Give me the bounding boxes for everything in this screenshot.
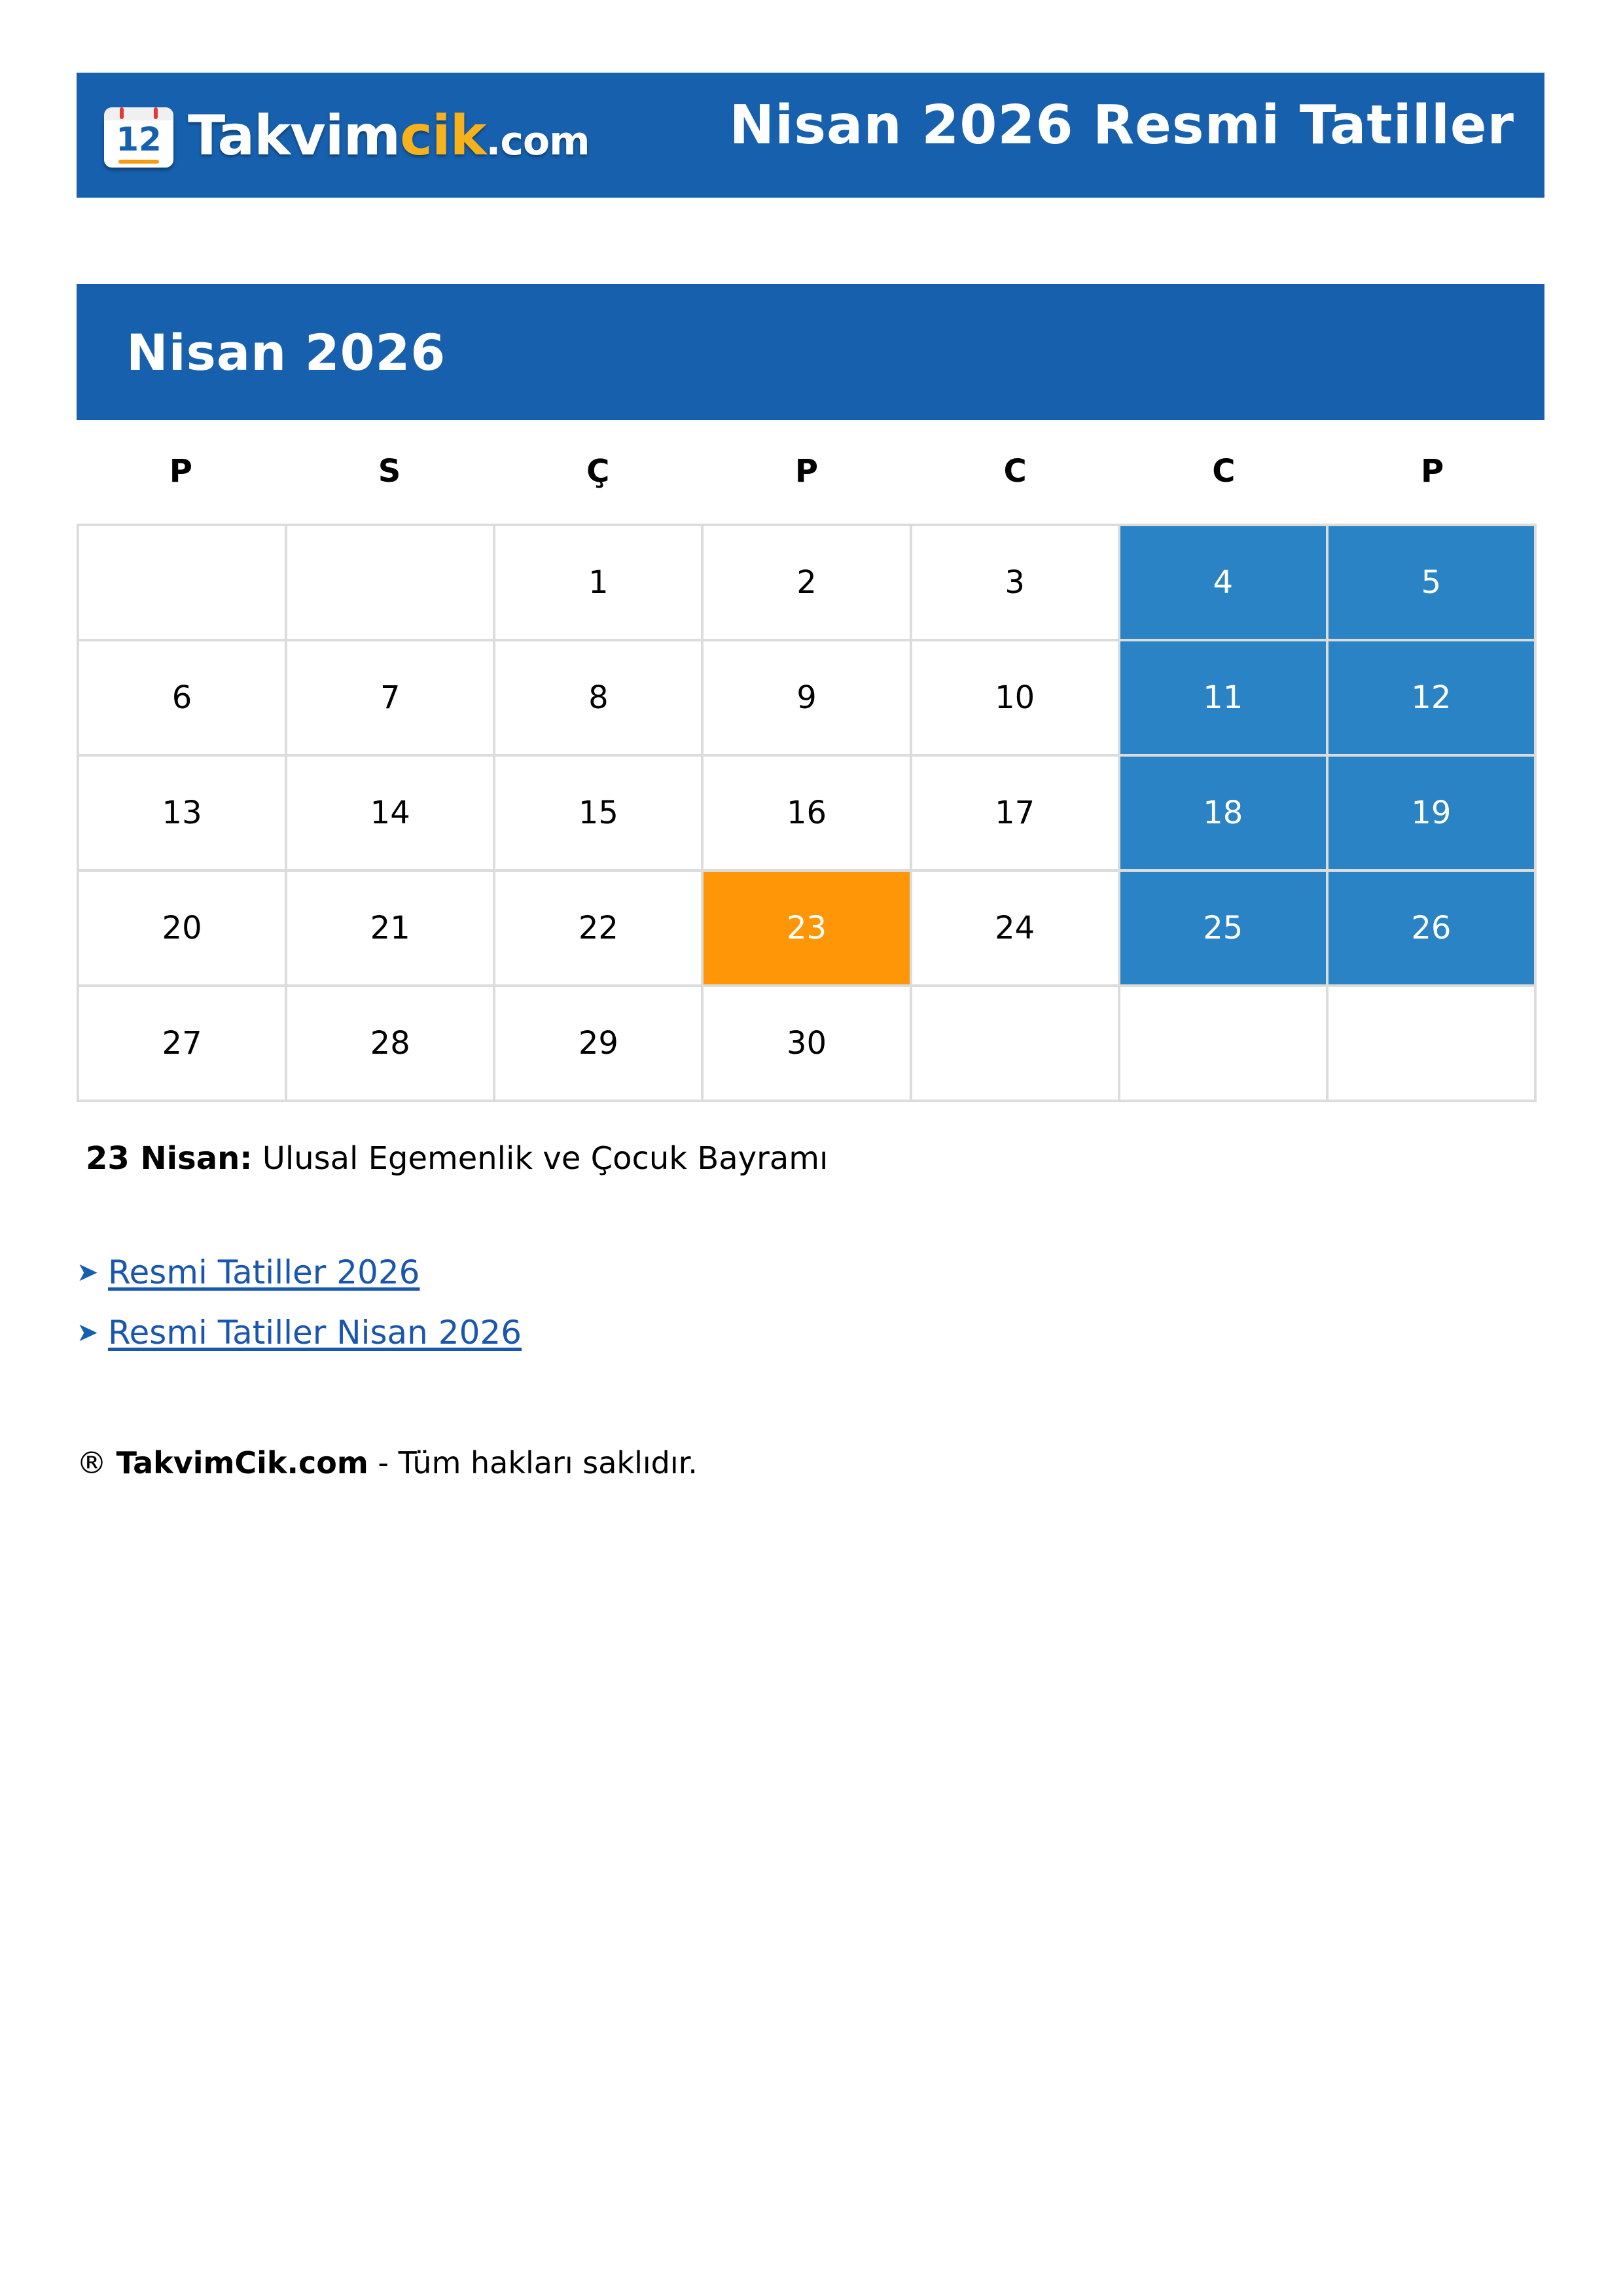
calendar-week [78, 525, 1535, 640]
weekday-label: P [794, 453, 819, 490]
holiday-note [86, 1140, 828, 1177]
day-cell: 9 [702, 640, 910, 755]
weekday-label: Ç [586, 453, 610, 490]
arrow-right-icon: ➤ [77, 1318, 99, 1348]
day-cell-weekend: 11 [1119, 640, 1327, 755]
page-header [77, 73, 1544, 198]
holiday-date: 23 Nisan: [86, 1140, 253, 1177]
logo-wordmark [188, 103, 590, 168]
day-cell: 22 [494, 870, 702, 986]
day-cell: 2 [702, 525, 910, 640]
day-cell: 15 [494, 755, 702, 870]
weekday-label: C [1212, 453, 1236, 490]
day-cell: 30 [702, 986, 910, 1101]
day-cell: 3 [911, 525, 1119, 640]
day-cell: 14 [286, 755, 494, 870]
arrow-right-icon: ➤ [77, 1257, 99, 1287]
day-cell-empty [911, 986, 1119, 1101]
day-cell-weekend: 25 [1119, 870, 1327, 986]
page-footer [77, 1445, 698, 1480]
calendar-grid [77, 524, 1537, 1102]
weekday-label: C [1003, 453, 1027, 490]
day-cell: 24 [911, 870, 1119, 986]
day-cell-empty [1119, 986, 1327, 1101]
month-title: Nisan 2026 [126, 323, 446, 382]
day-cell: 13 [78, 755, 286, 870]
day-cell: 29 [494, 986, 702, 1101]
day-cell: 8 [494, 640, 702, 755]
related-links [77, 1242, 522, 1363]
day-cell-empty [78, 525, 286, 640]
day-cell-weekend: 18 [1119, 755, 1327, 870]
month-header [77, 284, 1544, 420]
logo-name-tld: .com [486, 118, 590, 164]
calendar-week [78, 986, 1535, 1101]
day-cell: 17 [911, 755, 1119, 870]
day-cell-holiday: 23 [702, 870, 910, 986]
day-cell: 20 [78, 870, 286, 986]
day-cell-weekend: 5 [1327, 525, 1535, 640]
calendar-icon-number: 12 [116, 120, 162, 158]
site-logo[interactable] [104, 73, 590, 198]
link-item [77, 1242, 522, 1302]
calendar-week [78, 755, 1535, 870]
calendar-week [78, 870, 1535, 986]
weekday-label: P [169, 453, 192, 490]
day-cell: 1 [494, 525, 702, 640]
day-cell: 7 [286, 640, 494, 755]
weekday-header-row [77, 445, 1537, 497]
weekday-label: P [1420, 453, 1444, 490]
day-cell-empty [286, 525, 494, 640]
day-cell: 28 [286, 986, 494, 1101]
day-cell: 16 [702, 755, 910, 870]
day-cell: 21 [286, 870, 494, 986]
registered-icon: ® [77, 1445, 107, 1480]
logo-name-main: Takvim [188, 103, 401, 168]
day-cell: 27 [78, 986, 286, 1101]
link-resmi-tatiller-2026[interactable]: Resmi Tatiller 2026 [108, 1253, 420, 1291]
footer-text: - Tüm hakları saklıdır. [368, 1445, 698, 1480]
day-cell: 10 [911, 640, 1119, 755]
calendar-week [78, 640, 1535, 755]
page-title: Nisan 2026 Resmi Tatiller [729, 94, 1514, 156]
holiday-name: Ulusal Egemenlik ve Çocuk Bayramı [262, 1140, 829, 1177]
link-item [77, 1302, 522, 1363]
day-cell-weekend: 12 [1327, 640, 1535, 755]
day-cell-weekend: 19 [1327, 755, 1535, 870]
day-cell-weekend: 4 [1119, 525, 1327, 640]
link-resmi-tatiller-nisan-2026[interactable]: Resmi Tatiller Nisan 2026 [108, 1314, 522, 1352]
logo-name-accent: cik [400, 103, 486, 168]
calendar-icon [104, 107, 173, 168]
day-cell-weekend: 26 [1327, 870, 1535, 986]
day-cell: 6 [78, 640, 286, 755]
day-cell-empty [1327, 986, 1535, 1101]
footer-brand: TakvimCik.com [116, 1445, 368, 1480]
weekday-label: S [378, 453, 401, 490]
